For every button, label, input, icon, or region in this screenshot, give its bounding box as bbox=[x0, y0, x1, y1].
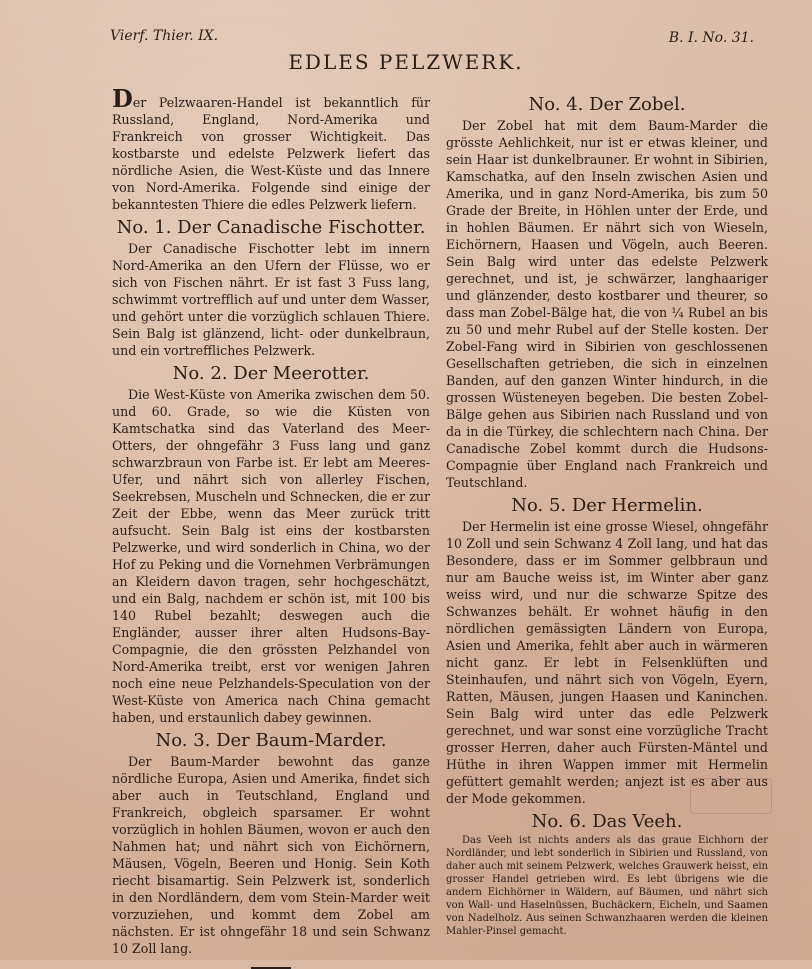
section-5-text: Der Hermelin ist eine grosse Wiesel, ohngefähr 10 Zoll und sein Schwanz 4 Zoll lang, und hat das Besondere, dass er im Sommer gelbbraun und nur am Bauche weiss ist, im Winter aber ganz weiss wird, und nur die schwarze Spitze des Schwanzes behält. Er wohnet häufig in den nördlichen gemässigten Ländern von Europa, Asien und Amerika, fehlt aber auch in wärmeren nicht ganz. Er lebt in Felsenklüften und Steinhaufen, und nährt sich von Vögeln, Eyern, Ratten, Mäusen, jungen Haasen und Kaninchen. Sein Balg wird unter das edle Pelzwerk gerechnet, und war sonst eine vorzügliche Tracht grosser Herren, daher auch Fürsten-Mäntel und Hüthe in ihren Wappen immer mit Hermelin gefüttert gemahlt werden; anjezt ist es aber aus der Mode gekommen. bbox=[446, 519, 768, 806]
left-column bbox=[112, 84, 430, 956]
section-2-heading: No. 2. Der Meerotter. bbox=[172, 363, 370, 384]
header-plate-number: B. I. No. 31. bbox=[668, 30, 754, 46]
section-2-text: Die West-Küste von Amerika zwischen dem 50. und 60. Grade, so wie die Küsten von Kamtschatka sind das Vaterland des Meer-Otters, der ohngefähr 3 Fuss lang und ganz schwarzbraun von Farbe ist. Er lebt am Meeres-Ufer, und nährt sich von allerley Fischen, Seekrebsen, Muscheln und Schnecken, die er zur Zeit der Ebbe, wenn das Meer zurück tritt aufsucht. Sein Balg ist eins der kostbarsten Pelzwerke, und wird sonderlich in China, wo der Hof zu Peking und die Vornehmen Verbrämungen an Kleidern davon tragen, sehr hochgeschätzt, und ein Balg, nachdem er schön ist, mit 100 bis 140 Rubel bezahlt; deswegen auch die Engländer, ausser ihrer alten Hudsons-Bay-Compagnie, die den grössten Pelzhandel von Nord-Amerika treibt, erst vor wenigen Jahren noch eine neue Pelzhandels-Speculation von der West-Küste von America nach China gemacht haben, und erstaunlich dabey gewinnen. bbox=[112, 387, 430, 725]
header-series: Vierf. Thier. IX. bbox=[110, 28, 219, 44]
section-4-text: Der Zobel hat mit dem Baum-Marder die grösste Aehlichkeit, nur ist er etwas kleiner, und sein Haar ist dunkelbrauner. Er wohnt in Sibirien, Kamschatka, auf den Inseln zwischen Asien und Amerika, und in ganz Nord-Amerika, bis zum 50 Grade der Breite, in Höhlen unter der Erde, und in hohlen Bäumen. Er nährt sich von Wieseln, Eichörnern, Haasen und Vögeln, auch Beeren. Sein Balg wird unter das edelste Pelzwerk gerechnet, und ist, je schwärzer, langhaariger und glänzender, desto kostbarer und theurer, so dass man Zobel-Bälge hat, die von ¼ Rubel an bis zu 50 und mehr Rubel auf der Stelle kosten. Der Zobel-Fang wird in Sibirien von geschlossenen Gesellschaften getrieben, die sich in einzelnen Banden, auf den ganzen Winter hindurch, in die grossen Wüsteneyen begeben. Die besten Zobel-Bälge gehen aus Sibirien nach Russland und von da in die Türkey, die schlechtern nach China. Der Canadische Zobel kommt durch die Hudsons-Compagnie über England nach Frankreich und Teutschland. bbox=[446, 118, 768, 490]
faint-stamp-mark bbox=[690, 778, 772, 814]
intro-text: er Pelzwaaren-Handel ist bekanntlich für Russland, England, Nord-Amerika und Frankreich von grosser Wichtigkeit. Das kostbarste und edelste Pelzwerk liefert das nördliche Asien, die West-Küste und das Innere von Nord-Amerika. Folgende sind einige der bekanntesten Thiere die edles Pelzwerk liefern. bbox=[112, 95, 430, 212]
section-1-text: Der Canadische Fischotter lebt im innern Nord-Amerika an den Ufern der Flüsse, wo er sich von Fischen nährt. Er ist fast 3 Fuss lang, schwimmt vortrefflich auf und unter dem Wasser, und gehört unter die vorzüglich schlauen Thiere. Sein Balg ist glänzend, licht- oder dunkelbraun, und ein vortreffliches Pelzwerk. bbox=[112, 241, 430, 358]
section-6-text: Das Veeh ist nichts anders als das graue Eichhorn der Nordländer, und lebt sonderlich in Sibirien und Russland, von daher auch mit seinem Pelzwerk, welches Grauwerk heisst, ein grosser Handel getrieben wird. Es lebt übrigens wie die andern Eichhörner in Wäldern, auf Bäumen, und nährt sich von Wall- und Haselnüssen, Buchäckern, Eicheln, und Saamen von Nadelholz. Aus seinen Schwanzhaaren werden die kleinen Mahler-Pinsel gemacht. bbox=[446, 835, 768, 937]
section-4-heading: No. 4. Der Zobel. bbox=[528, 94, 686, 115]
section-5-heading: No. 5. Der Hermelin. bbox=[511, 495, 703, 516]
intro-paragraph bbox=[112, 84, 430, 213]
page-title: EDLES PELZWERK. bbox=[288, 50, 524, 74]
section-1-heading: No. 1. Der Canadische Fischotter. bbox=[116, 217, 426, 238]
section-3-heading: No. 3. Der Baum-Marder. bbox=[155, 730, 387, 751]
section-6-heading: No. 6. Das Veeh. bbox=[531, 811, 683, 832]
drop-cap: D bbox=[112, 84, 133, 113]
section-3-text: Der Baum-Marder bewohnt das ganze nördliche Europa, Asien und Amerika, findet sich aber auch in Teutschland, England und Frankreich, obgleich sparsamer. Er wohnt vorzüglich in hohlen Bäumen, wovon er auch den Nahmen hat; und nährt sich von Eichörnern, Mäusen, Vögeln, Beeren und Honig. Sein Koth riecht bisamartig. Sein Pelzwerk ist, sonderlich in den Nordländern, dem vom Stein-Marder weit vorzuziehen, und kommt dem Zobel am nächsten. Er ist ohngefähr 18 und sein Schwanz 10 Zoll lang. bbox=[112, 754, 430, 956]
